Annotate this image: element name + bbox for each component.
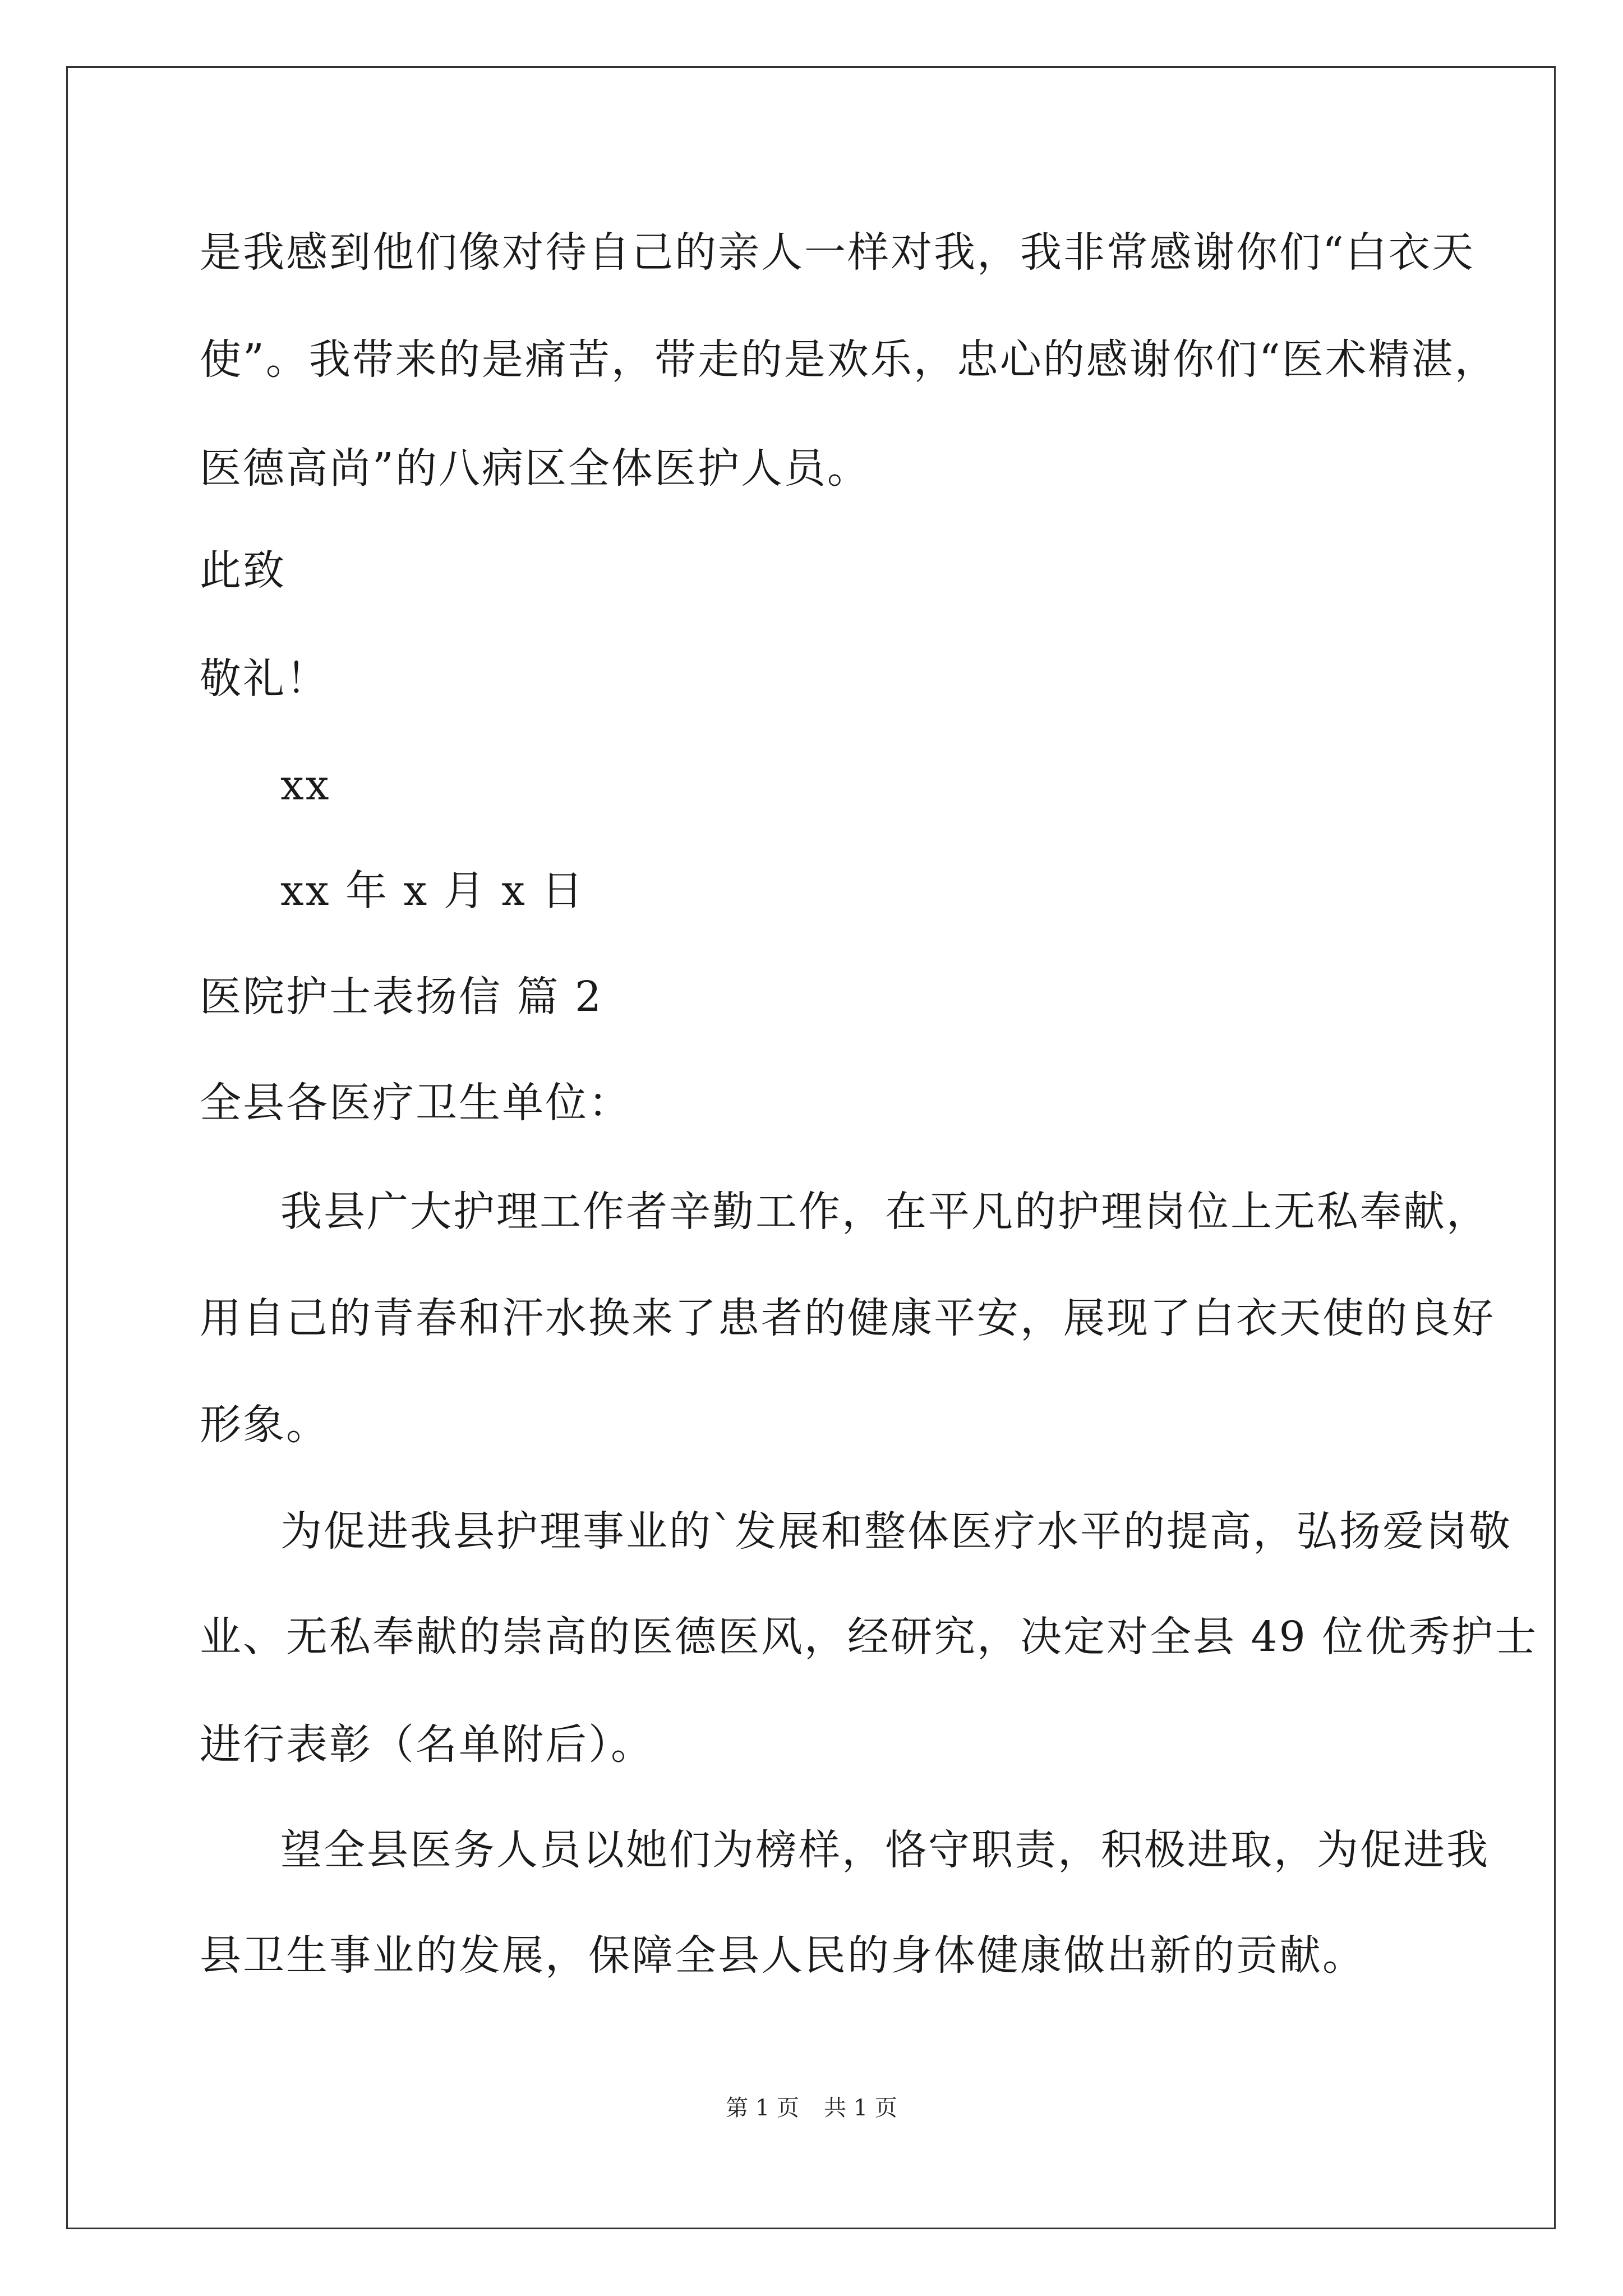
body-line-1: 是我感到他们像对待自己的亲人一样对我，我非常感谢你们“白衣天 <box>200 228 1475 277</box>
regards-line: 敬礼！ <box>200 655 329 703</box>
paragraph-1-line-3: 形象。 <box>200 1401 329 1449</box>
page-number-current: 第 1 页 <box>726 2095 799 2121</box>
signature-date: xx 年 x 月 x 日 <box>280 867 585 915</box>
page-number-total: 共 1 页 <box>824 2095 897 2121</box>
paragraph-2-line-2: 业、无私奉献的崇高的医德医风，经研究，决定对全县 49 位优秀护士 <box>200 1613 1538 1661</box>
section-heading: 医院护士表扬信 篇 2 <box>200 973 603 1021</box>
body-line-2: 使”。我带来的是痛苦，带走的是欢乐，忠心的感谢你们“医术精湛， <box>200 335 1498 384</box>
paragraph-2-line-3: 进行表彰（名单附后）。 <box>200 1720 654 1769</box>
page-border <box>66 66 1556 2229</box>
paragraph-2-line-1: 为促进我县护理事业的`发展和整体医疗水平的提高，弘扬爱岗敬 <box>280 1507 1512 1556</box>
salutation-line: 此致 <box>200 546 286 595</box>
signature-name: xx <box>280 761 331 809</box>
addressee-line: 全县各医疗卫生单位： <box>200 1079 631 1127</box>
page-footer <box>0 2091 1623 2125</box>
paragraph-1-line-1: 我县广大护理工作者辛勤工作，在平凡的护理岗位上无私奉献， <box>280 1188 1490 1236</box>
paragraph-1-line-2: 用自己的青春和汗水换来了患者的健康平安，展现了白衣天使的良好 <box>200 1294 1495 1342</box>
paragraph-3-line-2: 县卫生事业的发展，保障全县人民的身体健康做出新的贡献。 <box>200 1931 1366 1980</box>
paragraph-3-line-1: 望全县医务人员以她们为榜样，恪守职责，积极进取，为促进我 <box>280 1826 1490 1874</box>
body-line-3: 医德高尚”的八病区全体医护人员。 <box>200 444 870 493</box>
